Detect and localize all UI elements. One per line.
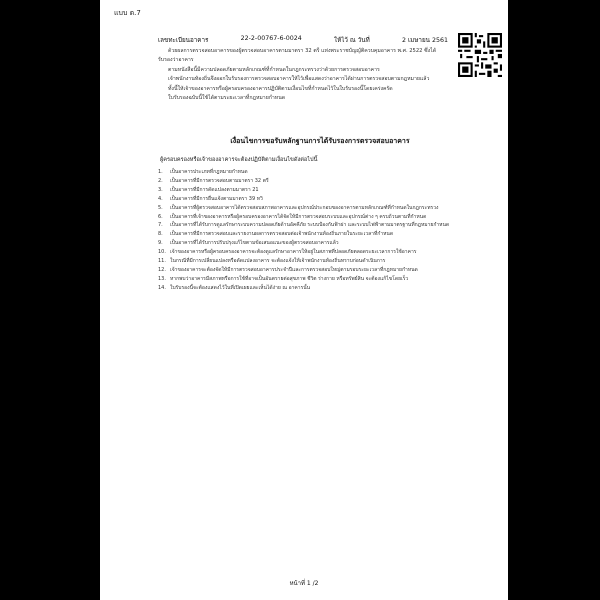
intro-line: ตามหนังสือนี้มีความปลอดภัยตามหลักเกณฑ์ที่กำหนดในกฎกระทรวงว่าด้วยการตรวจสอบอาคาร [168,66,380,73]
item-number: 4. [158,195,163,202]
item-number: 2. [158,177,163,184]
qr-code-icon [458,33,502,77]
item-text: เป็นอาคารที่ได้รับการปรับปรุงแก้ไขตามข้อเสนอแนะของผู้ตรวจสอบอาคารแล้ว [170,240,339,247]
registration-label: เลขทะเบียนอาคาร [158,37,209,44]
item-text: เจ้าของอาคารหรือผู้ครอบครองอาคารจะต้องดูแลรักษาอาคารให้อยู่ในสภาพที่ปลอดภัยตลอดระยะเวลาการใช้อาคาร [170,249,417,256]
list-item [158,195,481,204]
form-code: แบบ ต.7 [114,9,141,17]
list-item [158,204,481,213]
item-text: เจ้าของอาคารจะต้องจัดให้มีการตรวจสอบอาคารประจำปีและการตรวจสอบใหญ่ตามรอบระยะเวลาที่กฎหมายกำหนด [170,266,418,273]
intro-line: ด้วยผลการตรวจสอบอาคารของผู้ตรวจสอบอาคารตามมาตรา 32 ตรี แห่งพระราชบัญญัติควบคุมอาคาร พ.ศ. 2522 ซึ่งได้รับรองว่าอาคาร [158,48,437,64]
item-text: เป็นอาคารที่ผู้ตรวจสอบอาคารได้ตรวจสอบสภาพอาคารและอุปกรณ์ประกอบของอาคารตามหลักเกณฑ์ที่กำหนดในกฎกระทรวง [170,204,439,211]
item-number: 13. [158,275,166,282]
conditions-lead: ผู้ครอบครองหรือเจ้าของอาคารจะต้องปฏิบัติตามเงื่อนไขดังต่อไปนี้ [160,157,318,163]
list-item [158,284,481,293]
list-item [158,168,481,177]
item-text: เป็นอาคารประเภทที่กฎหมายกำหนด [170,169,248,175]
item-number: 3. [158,186,163,193]
item-number: 6. [158,213,163,220]
date-value: 2 เมษายน 2561 [401,37,448,44]
qr-code [458,33,502,93]
item-text: เป็นอาคารที่มีการตรวจสอบและรายงานผลการตรวจสอบต่อเจ้าพนักงานท้องถิ่นภายในระยะเวลาที่กำหนด [170,231,394,238]
item-text: เป็นอาคารที่มีการดัดแปลงตามมาตรา 21 [170,186,259,193]
page-number: หน้าที่ 1 /2 [289,580,319,587]
item-number: 7. [158,222,163,229]
item-text: เป็นอาคารที่เจ้าของอาคารหรือผู้ครอบครองอาคารได้จัดให้มีการตรวจสอบระบบและอุปกรณ์ต่าง ๆ ครบถ้วนตามที่กำหนด [170,213,427,220]
intro-paragraph [158,47,448,103]
list-item [158,239,481,248]
list-item [158,177,481,186]
item-number: 1. [158,169,163,175]
item-text: เป็นอาคารที่มีการยื่นแจ้งตามมาตรา 39 ทวิ [170,195,263,202]
item-number: 8. [158,231,163,238]
registration-header [158,35,448,45]
document-page [100,0,508,600]
item-text: เป็นอาคารที่ได้รับการดูแลรักษาระบบความปลอดภัยด้านอัคคีภัย ระบบป้องกันฟ้าผ่า และระบบไฟฟ้าตามมาตรฐานที่กฎหมายกำหนด [170,222,450,229]
item-number: 11. [158,258,166,265]
list-item [158,213,481,222]
item-number: 9. [158,240,163,247]
item-number: 14. [158,284,166,291]
list-item [158,221,481,230]
intro-line: ทั้งนี้ให้เจ้าของอาคารหรือผู้ครอบครองอาคารปฏิบัติตามเงื่อนไขที่กำหนดไว้ในใบรับรองนี้โดยเคร่งครัด [168,85,393,92]
date-label: ให้ไว้ ณ วันที่ [334,37,370,44]
item-number: 5. [158,204,163,211]
item-text: หากพบว่าอาคารมีสภาพหรือการใช้ที่อาจเป็นอันตรายต่อสุขภาพ ชีวิต ร่างกาย หรือทรัพย์สิน จะต้องแก้ไขโดยเร็ว [170,275,409,282]
intro-line: ใบรับรองฉบับนี้ใช้ได้ตามระยะเวลาที่กฎหมายกำหนด [168,95,286,102]
item-text: เป็นอาคารที่มีการตรวจสอบตามมาตรา 32 ตรี [170,177,269,184]
conditions-list [158,168,481,293]
list-item [158,275,481,284]
document-title: เงื่อนไขการขอรับหลักฐานการได้รับรองการตรวจสอบอาคาร [230,137,410,145]
item-number: 12. [158,266,166,273]
item-text: ในกรณีที่มีการเปลี่ยนแปลงหรือดัดแปลงอาคาร จะต้องแจ้งให้เจ้าพนักงานท้องถิ่นทราบก่อนดำเนินการ [170,258,386,265]
intro-line: เจ้าพนักงานท้องถิ่นจึงออกใบรับรองการตรวจสอบอาคารให้ไว้เพื่อแสดงว่าอาคารได้ผ่านการตรวจสอบตามกฎหมายแล้ว [168,76,430,83]
registration-number: 22-2-00767-6-0024 [240,35,302,42]
item-text: ใบรับรองนี้จะต้องแสดงไว้ในที่เปิดเผยและเห็นได้ง่าย ณ อาคารนั้น [170,284,311,291]
list-item [158,230,481,239]
list-item [158,248,481,257]
list-item [158,186,481,195]
item-number: 10. [158,249,166,256]
list-item [158,266,481,275]
list-item [158,257,481,266]
